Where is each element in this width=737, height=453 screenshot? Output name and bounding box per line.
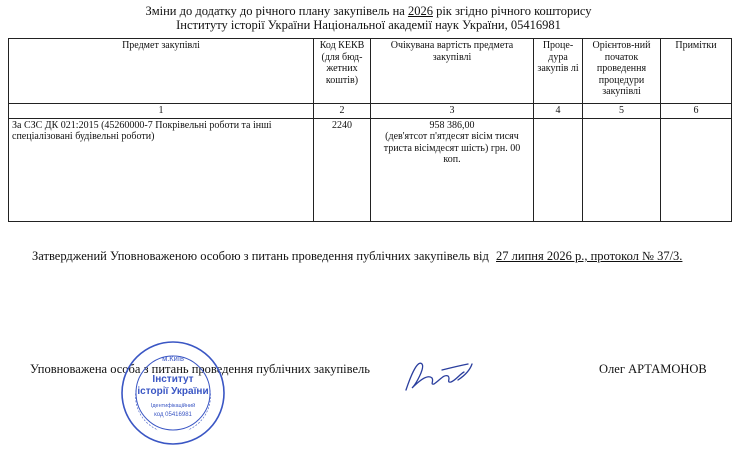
svg-text:історії України: історії України <box>137 386 209 397</box>
col-num-1: 1 <box>9 104 314 119</box>
table-row <box>9 118 732 221</box>
col-num-3: 3 <box>371 104 534 119</box>
svg-text:код 05416981: код 05416981 <box>154 412 192 418</box>
authorized-person-role: Уповноважена особа з питань проведення публічних закупівель <box>30 362 370 376</box>
col-num-5: 5 <box>583 104 661 119</box>
col-num-6: 6 <box>661 104 732 119</box>
institution-stamp <box>118 338 228 448</box>
header-subject: Предмет закупівлі <box>9 39 314 104</box>
cost-amount: 958 386,00 <box>429 119 475 131</box>
svg-text:Інститут: Інститут <box>152 374 194 385</box>
handwritten-signature <box>398 350 498 400</box>
header-kekv: Код КЕКВ (для бюд-жетних коштів) <box>314 39 371 104</box>
col-num-2: 2 <box>314 104 371 119</box>
header-start: Орієнтов-ний початок проведення процедури закупівлі <box>583 39 661 104</box>
cell-subject: За СЗС ДК 021:2015 (45260000-7 Покрівельні роботи та інші спеціалізовані будівельні роботи) <box>9 118 314 221</box>
cell-notes <box>661 118 732 221</box>
title-year: 2026 <box>407 4 433 18</box>
title-prefix: Зміни до додатку до річного плану закупівель на <box>145 4 405 18</box>
col-num-4: 4 <box>534 104 583 119</box>
procurement-table <box>8 38 732 222</box>
document-title-line2: Інституту історії України Національної академії наук України, 05416981 <box>176 18 561 32</box>
cost-words: (дев'ятсот п'ятдесят вісім тисяч триста вісімдесят шість) грн. 00 коп. <box>383 131 521 165</box>
svg-text:м.Київ: м.Київ <box>162 354 184 363</box>
approval-statement <box>32 249 682 264</box>
header-notes: Примітки <box>661 39 732 104</box>
header-expected-cost: Очікувана вартість предмета закупівлі <box>371 39 534 104</box>
header-procedure: Проце-дура закупів лі <box>534 39 583 104</box>
approval-date-protocol: 27 липня 2026 р., протокол № 37/3. <box>496 249 683 263</box>
svg-text:Ідентифікаційний: Ідентифікаційний <box>150 403 196 409</box>
document-title-line1 <box>0 4 737 19</box>
table-header-row <box>9 39 732 104</box>
cell-expected-cost <box>371 118 534 221</box>
approval-text: Затверджений Уповноваженою особою з питань проведення публічних закупівель від <box>32 249 489 263</box>
authorized-person-name: Олег АРТАМОНОВ <box>599 362 707 376</box>
title-suffix: рік згідно річного кошторису <box>436 4 592 18</box>
column-number-row <box>9 104 732 119</box>
cell-kekv: 2240 <box>314 118 371 221</box>
cell-start <box>583 118 661 221</box>
cell-procedure <box>534 118 583 221</box>
